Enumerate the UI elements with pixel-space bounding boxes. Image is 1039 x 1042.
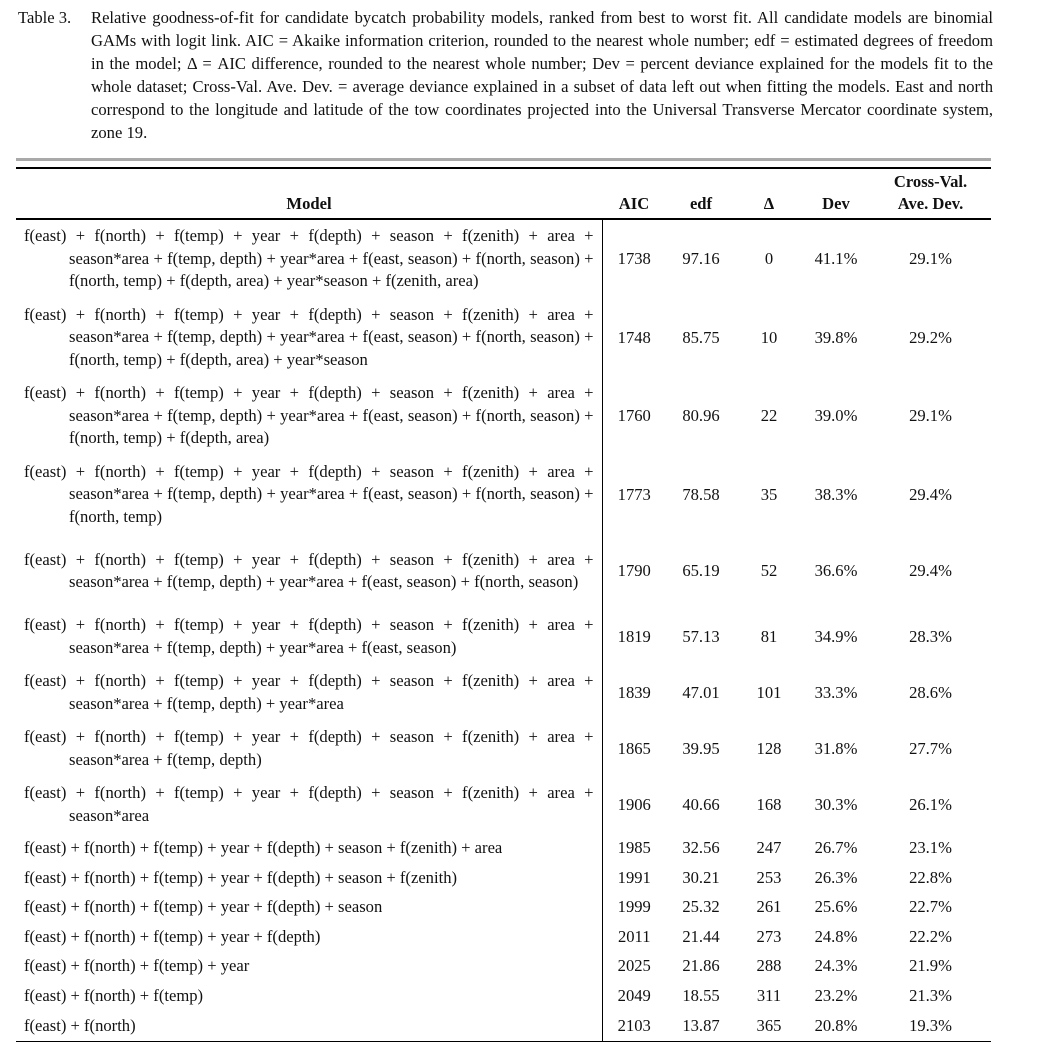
aic-cell: 1760 (617, 406, 651, 425)
edf-cell: 32.56 (682, 837, 720, 857)
model-formula: f(east) + f(north) + f(temp) + year + f(depth) + season + f(zenith) (24, 867, 458, 887)
table-row (16, 721, 991, 777)
delta-cell: 0 (764, 249, 774, 268)
edf-cell: 80.96 (682, 406, 720, 425)
dev-cell: 36.6% (814, 561, 858, 581)
aic-cell: 1985 (617, 837, 651, 857)
edf-cell: 21.86 (682, 956, 720, 976)
model-formula: f(east) + f(north) + f(temp) + year + f(depth) + season + f(zenith) + area (24, 837, 503, 857)
model-formula: f(east) + f(north) (24, 1015, 136, 1035)
table-row (16, 219, 991, 299)
model-cell (16, 922, 602, 952)
model-formula: f(east) + f(north) + f(temp) + year + f(depth) + season + f(zenith) + area + season*area + f(temp, depth) + year*area + f(east, season) (24, 615, 594, 657)
aic-cell: 1839 (617, 682, 651, 702)
model-cell (16, 299, 602, 378)
delta-cell: 52 (760, 561, 778, 581)
top-gray-rule (16, 158, 991, 161)
model-formula: f(east) + f(north) + f(temp) + year + f(depth) (24, 926, 321, 946)
aic-cell: 1748 (617, 327, 651, 347)
delta-cell: 365 (736, 1011, 802, 1042)
edf-cell: 65.19 (682, 561, 720, 581)
dev-cell: 23.2% (814, 986, 858, 1005)
cross-val-cell: 28.3% (909, 626, 952, 646)
dev-cell: 33.3% (814, 682, 858, 702)
model-cell (16, 609, 602, 665)
table-row (16, 456, 991, 535)
model-cell (16, 833, 602, 863)
cross-val-cell: 27.7% (909, 738, 952, 758)
dev-cell: 20.8% (802, 1011, 870, 1042)
aic-cell: 2025 (617, 956, 651, 976)
model-formula: f(east) + f(north) + f(temp) + year + f(depth) + season (24, 897, 383, 916)
header-aic: AIC (602, 169, 666, 219)
model-formula: f(east) + f(north) + f(temp) + year (24, 956, 250, 976)
dev-cell: 34.9% (814, 626, 858, 646)
dev-cell: 39.8% (814, 327, 858, 347)
edf-cell: 18.55 (682, 986, 720, 1005)
cross-val-cell: 22.2% (909, 926, 952, 946)
cross-val-cell: 29.2% (909, 327, 952, 347)
model-formula: f(east) + f(north) + f(temp) + year + f(depth) + season + f(zenith) + area + season*area + f(temp, depth) (24, 727, 594, 769)
model-formula: f(east) + f(north) + f(temp) + year + f(depth) + season + f(zenith) + area + season*area + f(temp, depth) + year*area + f(east, season) + f(north, season) + f(north, temp) + f(depth, area) + year*season + f(zenith, area) (24, 226, 594, 290)
table-caption (18, 6, 993, 144)
model-cell (16, 721, 602, 777)
model-cell (16, 952, 602, 982)
delta-cell: 22 (760, 406, 778, 425)
dev-cell: 39.0% (814, 406, 858, 425)
edf-cell: 13.87 (666, 1011, 736, 1042)
cross-val-cell: 21.9% (909, 956, 952, 976)
table-row (16, 833, 991, 863)
delta-cell: 128 (756, 738, 782, 758)
header-delta: Δ (736, 169, 802, 219)
dev-cell: 30.3% (814, 794, 858, 814)
model-formula: f(east) + f(north) + f(temp) + year + f(depth) + season + f(zenith) + area + season*area + f(temp, depth) + year*area + f(east, season) + f(north, season) + f(north, temp) (24, 461, 594, 526)
table-row (16, 534, 991, 609)
cross-val-cell: 21.3% (909, 986, 952, 1005)
table-row (16, 893, 991, 923)
edf-cell: 47.01 (682, 682, 720, 702)
aic-cell: 1906 (617, 794, 651, 814)
edf-cell: 39.95 (682, 738, 720, 758)
aic-cell: 2049 (617, 986, 651, 1005)
table-row (16, 609, 991, 665)
model-cell (16, 863, 602, 893)
cross-val-cell: 29.1% (909, 406, 952, 425)
model-cell (16, 219, 602, 299)
model-formula: f(east) + f(north) + f(temp) + year + f(depth) + season + f(zenith) + area + season*area + f(temp, depth) + year*area + f(east, season) + f(north, season) + f(north, temp) + f(depth, area) (24, 383, 594, 447)
delta-cell: 288 (756, 956, 782, 976)
dev-cell: 25.6% (814, 897, 858, 916)
cross-val-cell: 29.4% (909, 484, 952, 504)
table-row (16, 665, 991, 721)
aic-cell: 2103 (602, 1011, 666, 1042)
caption-text: Relative goodness-of-fit for candidate bycatch probability models, ranked from best to worst fit. All candidate models are binomial GAMs with logit link. AIC = Akaike information criterion, rounded to the nearest whole number; edf = estimated degrees of freedom in the model; Δ = AIC difference, rounded to the nearest whole number; Dev = percent deviance explained for the models fit to the whole dataset; Cross-Val. Ave. Dev. = average deviance explained in a subset of data left out when fitting the models. East and north correspond to the longitude and latitude of the tow coordinates projected into the Universal Transverse Mercator coordinate system, zone 19. (91, 8, 993, 142)
delta-cell: 168 (756, 794, 782, 814)
delta-cell: 10 (760, 327, 778, 347)
cross-val-cell: 29.1% (909, 249, 952, 268)
model-cell (16, 377, 602, 456)
header-cross-val-line1: Cross-Val. (893, 172, 968, 191)
cross-val-cell: 29.4% (909, 561, 952, 581)
delta-cell: 247 (756, 837, 782, 857)
header-dev: Dev (802, 169, 870, 219)
model-formula: f(east) + f(north) + f(temp) + year + f(depth) + season + f(zenith) + area + season*area + f(temp, depth) + year*area + f(east, season) + f(north, season) (24, 549, 594, 591)
model-fit-table (16, 169, 991, 1042)
delta-cell: 273 (756, 926, 782, 946)
edf-cell: 78.58 (682, 484, 720, 504)
delta-cell: 81 (760, 626, 778, 646)
dev-cell: 26.7% (814, 837, 858, 857)
edf-cell: 30.21 (682, 867, 720, 887)
edf-cell: 25.32 (682, 897, 720, 916)
caption-label: Table 3. (18, 8, 72, 27)
dev-cell: 31.8% (814, 738, 858, 758)
cross-val-cell: 22.8% (909, 867, 952, 887)
aic-cell: 2011 (617, 926, 651, 946)
model-formula: f(east) + f(north) + f(temp) + year + f(depth) + season + f(zenith) + area + season*area + f(temp, depth) + year*area + f(east, season) + f(north, season) + f(north, temp) + f(depth, area) + year*season (24, 304, 594, 369)
cross-val-cell: 28.6% (909, 682, 952, 702)
cross-val-cell: 23.1% (909, 837, 952, 857)
dev-cell: 24.3% (814, 956, 858, 976)
model-formula: f(east) + f(north) + f(temp) + year + f(depth) + season + f(zenith) + area + season*area (24, 783, 594, 825)
model-cell (16, 893, 602, 923)
header-cross-val-line2: Ave. Dev. (897, 194, 964, 213)
aic-cell: 1773 (617, 484, 651, 504)
model-cell (16, 456, 602, 535)
model-cell (16, 534, 602, 609)
aic-cell: 1991 (617, 867, 651, 887)
delta-cell: 261 (756, 897, 782, 916)
delta-cell: 101 (756, 682, 782, 702)
model-cell (16, 665, 602, 721)
dev-cell: 26.3% (814, 867, 858, 887)
table-row (16, 952, 991, 982)
cross-val-cell: 22.7% (909, 897, 952, 916)
aic-cell: 1819 (617, 626, 651, 646)
table-row (16, 299, 991, 378)
aic-cell: 1865 (617, 738, 651, 758)
aic-cell: 1790 (617, 561, 651, 581)
table-row (16, 982, 991, 1012)
dev-cell: 41.1% (814, 249, 858, 268)
table-row (16, 777, 991, 833)
table-row (16, 377, 991, 456)
edf-cell: 97.16 (682, 249, 720, 268)
model-cell (16, 982, 602, 1012)
edf-cell: 85.75 (682, 327, 720, 347)
edf-cell: 57.13 (682, 626, 720, 646)
table-row (16, 1011, 991, 1042)
header-cross-val (870, 169, 991, 219)
aic-cell: 1999 (617, 897, 651, 916)
header-model: Model (16, 169, 602, 219)
model-cell (16, 777, 602, 833)
edf-cell: 40.66 (682, 794, 720, 814)
delta-cell: 253 (756, 867, 782, 887)
dev-cell: 38.3% (814, 484, 858, 504)
model-cell (16, 1011, 602, 1042)
edf-cell: 21.44 (682, 926, 720, 946)
cross-val-cell: 19.3% (870, 1011, 991, 1042)
table-row (16, 863, 991, 893)
table-row (16, 922, 991, 952)
header-edf: edf (666, 169, 736, 219)
dev-cell: 24.8% (814, 926, 858, 946)
model-formula: f(east) + f(north) + f(temp) + year + f(depth) + season + f(zenith) + area + season*area + f(temp, depth) + year*area (24, 671, 594, 713)
cross-val-cell: 26.1% (909, 794, 952, 814)
model-formula: f(east) + f(north) + f(temp) (24, 986, 204, 1005)
delta-cell: 35 (760, 484, 778, 504)
header-row (16, 169, 991, 219)
delta-cell: 311 (756, 986, 782, 1005)
aic-cell: 1738 (617, 249, 651, 268)
